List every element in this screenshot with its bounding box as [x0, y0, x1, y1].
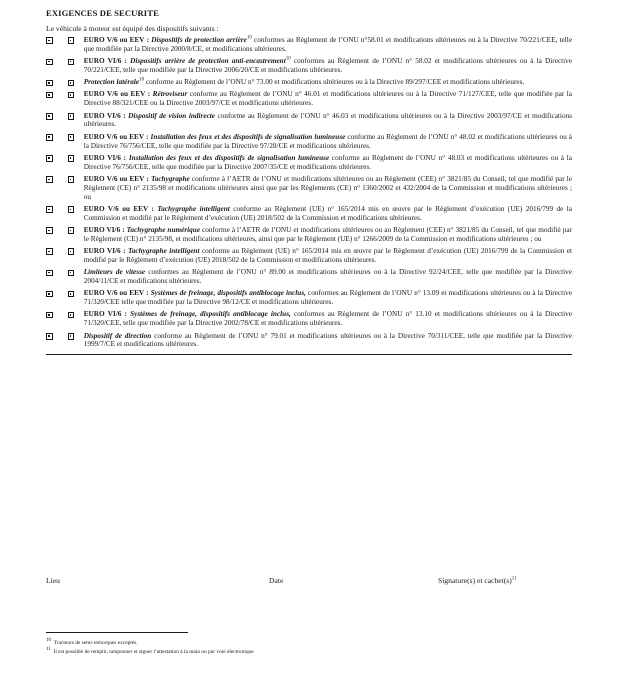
requirement-lead [84, 90, 188, 98]
footnote-ref: 10 [246, 35, 252, 41]
footnote-text: Tracteurs de semi-remorques exceptés. [53, 640, 138, 646]
checkbox-2[interactable] [68, 80, 75, 87]
requirement-item [46, 112, 572, 130]
requirement-lead [84, 133, 346, 141]
checkbox-1[interactable] [46, 113, 53, 120]
requirement-detail: conforme à l’AETR de l’ONU et modifications ultérieures ou au Règlement (CEE) n° 3821/85 du Conseil, tel que modifié par le Règlement (CE) n° 2135/98 et modifications ultérieures ainsi que par les Règlements (CE) n° 1360/2002 et 432/2004 de la Commission et modifications ultérieures ; ou [83, 174, 572, 201]
requirement-lead [84, 332, 152, 340]
requirement-text [84, 78, 572, 87]
footnote-11 [46, 649, 254, 655]
checkbox-1[interactable] [46, 134, 53, 141]
requirement-device: Tachygraphe numérique [126, 225, 201, 234]
requirement-device: Dispositifs arrière de protection anti-encastrement [130, 57, 286, 66]
requirement-text [84, 175, 572, 202]
footnote-separator [46, 632, 188, 633]
footnote-number: 11 [46, 647, 51, 653]
requirement-device: Dispositifs de protection arrière [151, 36, 247, 44]
date-label: Date [269, 576, 284, 585]
footnote-ref: 10 [285, 56, 291, 62]
requirement-detail: conformes au Règlement de l’ONU n° 13.10 et modifications ultérieures ou à la Directive 71/320/CEE, telle que modifiée par la Directive 2002/78/CE et modifications ultérieures. [83, 310, 572, 328]
requirement-lead [84, 175, 190, 183]
requirement-standard: EURO VI/6 : [83, 247, 126, 256]
checkbox-1[interactable] [46, 92, 53, 99]
requirement-item [46, 36, 572, 54]
requirement-detail: conformes au Règlement de l’ONU n° 89.00 et modifications ultérieures ou à la Directive 92/24/CEE, telle que modifiée par la Directive 2004/11/CE et modifications ultérieures. [83, 268, 573, 286]
requirement-device: Protection latérale [83, 78, 140, 87]
checkbox-2[interactable] [68, 176, 75, 183]
requirement-text [84, 36, 572, 54]
requirement-text [84, 289, 572, 307]
requirement-lead [84, 154, 330, 162]
requirement-lead [84, 205, 230, 213]
requirement-text [84, 133, 572, 151]
requirement-detail: conforme au Règlement (UE) n° 165/2014 mis en œuvre par le Règlement d’exécution (UE) 2016/799 de la Commission et modifié par le Règlement d’exécution (UE) 2018/502 de la Commission et modifications ultérieures. [83, 204, 573, 222]
checkbox-1[interactable] [46, 80, 53, 87]
checkbox-2[interactable] [68, 206, 75, 213]
requirement-device: Systèmes de freinage, dispositifs antiblocage inclus, [130, 310, 291, 319]
requirement-item [46, 310, 572, 328]
requirement-detail: conformes au Règlement de l’ONU n°58.01 et modifications ultérieures ou à la Directive 70/221/CEE, telle que modifiée par la Directive 2000/8/CE, et modifications ultérieures. [83, 36, 573, 53]
checkbox-2[interactable] [68, 113, 75, 120]
requirement-item [46, 289, 572, 307]
requirement-detail: conformes au Règlement de l’ONU n° 13.09 et modifications ultérieures ou à la Directive 71/320/CEE telle que modifiée par la Directive 98/12/CE et modifications ultérieures. [83, 289, 572, 307]
separator-line [46, 354, 572, 355]
requirement-item [46, 247, 572, 265]
requirement-lead [84, 36, 247, 44]
requirement-device: Dispositif de vision indirecte [128, 111, 216, 120]
checkbox-2[interactable] [68, 291, 75, 298]
requirement-standard: EURO VI/6 : [83, 153, 127, 162]
page-title: EXIGENCES DE SECURITE [46, 8, 159, 18]
requirement-device: Tachygraphe intelligent [157, 204, 230, 213]
requirement-text [84, 154, 572, 172]
requirement-item [46, 57, 572, 75]
checkbox-1[interactable] [46, 248, 53, 255]
checkbox-1[interactable] [46, 206, 53, 213]
requirement-item [46, 332, 572, 350]
requirement-detail: conforme au Règlement de l’ONU n° 73.00 et modifications ultérieures ou à la Directive 89/297/CEE et modifications ultérieures. [144, 78, 525, 87]
footnote-number: 10 [46, 638, 51, 644]
requirement-lead [84, 289, 306, 297]
requirement-item [46, 154, 572, 172]
checkbox-1[interactable] [46, 270, 53, 277]
requirement-detail: conforme au Règlement de l’ONU n° 46.01 et modifications ultérieures ou à la Directive 71/127/CEE, telle que modifiée par la Directive 88/321/CEE ou la Directive 2003/97/CE et modifications ultérieures. [83, 90, 572, 108]
checkbox-2[interactable] [68, 248, 75, 255]
requirement-device: Installation des feux et des dispositifs de signalisation lumineuse [150, 132, 346, 141]
requirement-text [84, 90, 572, 108]
checkbox-2[interactable] [68, 59, 75, 66]
checkbox-1[interactable] [46, 176, 53, 183]
requirement-standard: EURO V/6 ou EEV : [83, 90, 151, 99]
checkbox-2[interactable] [68, 155, 75, 162]
requirement-detail: conforme au Règlement de l’ONU n° 48.03 et modifications ultérieures ou à la Directive 76/756/CEE, telle que modifiée par la Directive 2007/35/CE et modifications ultérieures. [83, 153, 572, 171]
signature-label [438, 576, 517, 585]
requirement-item [46, 78, 572, 87]
footnote-text: Il est possible de remplir, tamponner et signer l’attestation à la main ou par voie électronique [53, 649, 254, 655]
signature-footnote-ref: 11 [511, 576, 517, 582]
requirement-standard: EURO V/6 ou EEV : [83, 174, 149, 183]
requirement-detail: conforme à l’AETR de l’ONU et modifications ultérieures ou au Règlement (CEE) n° 3821/85 du Conseil, tel que modifié par le Règlement (CE) n° 2135/98, et modifications ultérieures, ainsi que par le Règlement (UE) n° 1266/2009 de la Commission et modifications ultérieures ; ou [83, 225, 573, 243]
intro-text: Le véhicule à moteur est équipé des dispositifs suivants : [46, 24, 219, 33]
requirement-detail: conforme au Règlement de l’ONU n° 48.02 et modifications ultérieures ou à la Directive 76/756/CEE, telle que modifiée par la Directive 97/28/CE et modifications ultérieures. [83, 132, 572, 150]
requirement-item [46, 205, 572, 223]
requirement-lead [84, 112, 215, 120]
requirement-item [46, 175, 572, 202]
requirement-standard: EURO VI/6 : [83, 310, 127, 319]
requirement-text [84, 112, 572, 130]
footnote-10 [46, 640, 138, 646]
checkbox-2[interactable] [68, 227, 75, 234]
requirement-text [84, 247, 572, 265]
requirement-standard: EURO VI/6 : [83, 111, 126, 120]
signature-text: Signature(s) et cachet(s) [438, 576, 512, 585]
requirement-device: Rétroviseur [152, 90, 188, 99]
requirement-item [46, 226, 572, 244]
checkbox-1[interactable] [46, 227, 53, 234]
checkbox-2[interactable] [68, 333, 75, 340]
requirement-detail: conforme au Règlement (UE) n° 165/2014 mis en œuvre par le Règlement d’exécution (UE) 2016/799 de la Commission et modifié par le Règlement d’exécution (UE) 2018/502 de la Commission et modifications ultérieures. [83, 247, 573, 264]
requirement-standard: EURO VI/6 : [83, 57, 127, 66]
place-label: Lieu [46, 576, 60, 585]
requirement-item [46, 90, 572, 108]
checkbox-1[interactable] [46, 155, 53, 162]
checkbox-1[interactable] [46, 333, 53, 340]
requirement-standard: EURO V/6 ou EEV : [83, 36, 150, 44]
checkbox-2[interactable] [68, 92, 75, 99]
requirement-detail: conformes au Règlement de l’ONU n° 58.02 et modifications ultérieures ou à la Directive 70/221/CEE, telle que modifiée par la Directive 2006/20/CE et modifications ultérieures. [83, 57, 572, 75]
requirement-text [84, 226, 572, 244]
requirement-standard: EURO V/6 ou EEV : [83, 289, 149, 298]
requirement-standard: EURO V/6 ou EEV : [83, 204, 154, 213]
checkbox-1[interactable] [46, 59, 53, 66]
requirement-detail: conforme au Règlement de l’ONU n° 46.03 et modifications ultérieures ou à la Directive 2003/97/CE et modifications ultérieures. [83, 111, 573, 129]
checkbox-2[interactable] [68, 270, 75, 277]
requirement-lead [84, 57, 286, 65]
requirement-standard: EURO V/6 ou EEV : [83, 132, 149, 141]
checkbox-2[interactable] [68, 37, 75, 44]
requirement-lead [84, 310, 291, 318]
requirement-device: Tachygraphe [150, 174, 190, 183]
requirement-device: Dispositif de direction [83, 331, 152, 340]
requirement-item [46, 133, 572, 151]
requirement-text [84, 332, 572, 350]
checkbox-2[interactable] [68, 134, 75, 141]
requirement-text [84, 57, 572, 75]
requirement-lead [84, 247, 200, 255]
requirement-text [84, 205, 572, 223]
requirement-item [46, 268, 572, 286]
checkbox-2[interactable] [68, 312, 75, 319]
requirement-device: Systèmes de freinage, dispositifs antiblocage inclus, [150, 289, 306, 298]
requirement-lead [84, 268, 145, 276]
checkbox-1[interactable] [46, 312, 53, 319]
requirement-lead [84, 226, 200, 234]
checkbox-1[interactable] [46, 37, 53, 44]
requirement-device: Installation des feux et des dispositifs de signalisation lumineuse [128, 153, 330, 162]
document-page [46, 8, 572, 355]
requirements-list [46, 36, 572, 349]
requirement-text [84, 310, 572, 328]
footnote-ref: 10 [139, 77, 145, 83]
checkbox-1[interactable] [46, 291, 53, 298]
requirement-device: Tachygraphe intelligent [128, 247, 200, 256]
requirement-device: Limiteurs de vitesse [83, 268, 146, 277]
requirement-text [84, 268, 572, 286]
requirement-standard: EURO VI/6 : [83, 225, 125, 234]
requirement-detail: conforme au Règlement de l’ONU n° 79.01 et modifications ultérieures ou à la Directive 70/311/CEE, telle que modifiée par la Directive 1999/7/CE et modifications ultérieures. [83, 331, 572, 349]
requirement-lead [84, 78, 139, 86]
